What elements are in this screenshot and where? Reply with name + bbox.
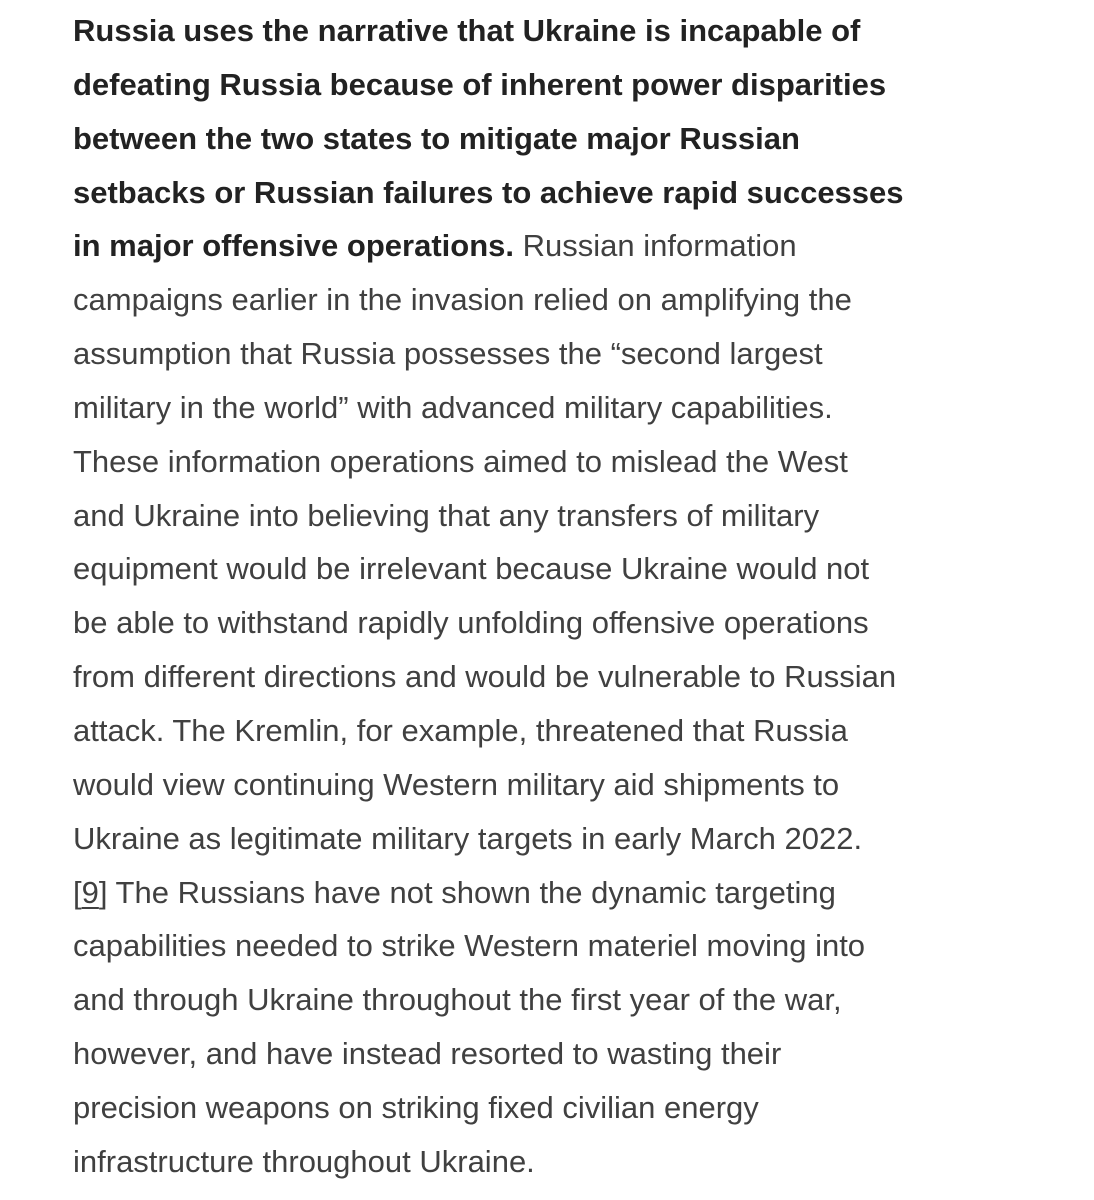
body-text: Russian information [513, 228, 797, 264]
body-text: precision weapons on striking fixed civilian energy [73, 1089, 759, 1125]
bold-lead-text: in major offensive operations. [73, 228, 514, 264]
text-line [73, 489, 1063, 543]
text-line [73, 381, 1063, 435]
text-line [73, 596, 1063, 650]
text-line [73, 1081, 1063, 1135]
body-text: capabilities needed to strike Western materiel moving into [73, 928, 866, 964]
body-text: would view continuing Western military aid shipments to [73, 766, 840, 802]
text-line [73, 58, 1063, 112]
body-text: equipment would be irrelevant because Ukraine would not [73, 551, 870, 587]
body-text: These information operations aimed to mislead the West [73, 443, 848, 479]
text-line [73, 973, 1063, 1027]
bold-lead-text: Russia uses the narrative that Ukraine is incapable of [73, 13, 861, 48]
text-line [73, 1027, 1063, 1081]
text-line [73, 1135, 1063, 1189]
body-text: attack. The Kremlin, for example, threatened that Russia [73, 712, 848, 748]
bold-lead-text: defeating Russia because of inherent power disparities [73, 66, 887, 102]
body-text: ] The Russians have not shown the dynamic targeting [98, 874, 836, 910]
text-line [73, 435, 1063, 489]
text-line [73, 919, 1063, 973]
body-text: be able to withstand rapidly unfolding offensive operations [73, 605, 869, 641]
body-text: Ukraine as legitimate military targets in early March 2022. [73, 820, 863, 856]
body-text: assumption that Russia possesses the “second largest [73, 336, 823, 372]
body-text: and through Ukraine throughout the first year of the war, [73, 982, 842, 1018]
text-line [73, 219, 1063, 273]
text-line [73, 704, 1063, 758]
text-line [73, 4, 1063, 58]
text-line [73, 166, 1063, 220]
body-text: infrastructure throughout Ukraine. [73, 1143, 535, 1179]
text-line [73, 112, 1063, 166]
text-line [73, 542, 1063, 596]
body-text: campaigns earlier in the invasion relied on amplifying the [73, 282, 852, 318]
text-line [73, 758, 1063, 812]
text-line [73, 812, 1063, 866]
footnote-link-9[interactable]: 9 [81, 874, 99, 910]
body-text: military in the world” with advanced military capabilities. [73, 389, 833, 425]
body-text: and Ukraine into believing that any transfers of military [73, 497, 820, 533]
text-line [73, 327, 1063, 381]
article-paragraph [73, 0, 1063, 1189]
text-line [73, 273, 1063, 327]
bold-lead-text: between the two states to mitigate major Russian [73, 120, 800, 156]
text-line [73, 866, 1063, 920]
bold-lead-text: setbacks or Russian failures to achieve rapid successes [73, 174, 904, 210]
text-line [73, 650, 1063, 704]
body-text: however, and have instead resorted to wasting their [73, 1036, 782, 1072]
footnote-bracket-open: [ [73, 874, 82, 910]
body-text: from different directions and would be vulnerable to Russian [73, 659, 897, 695]
